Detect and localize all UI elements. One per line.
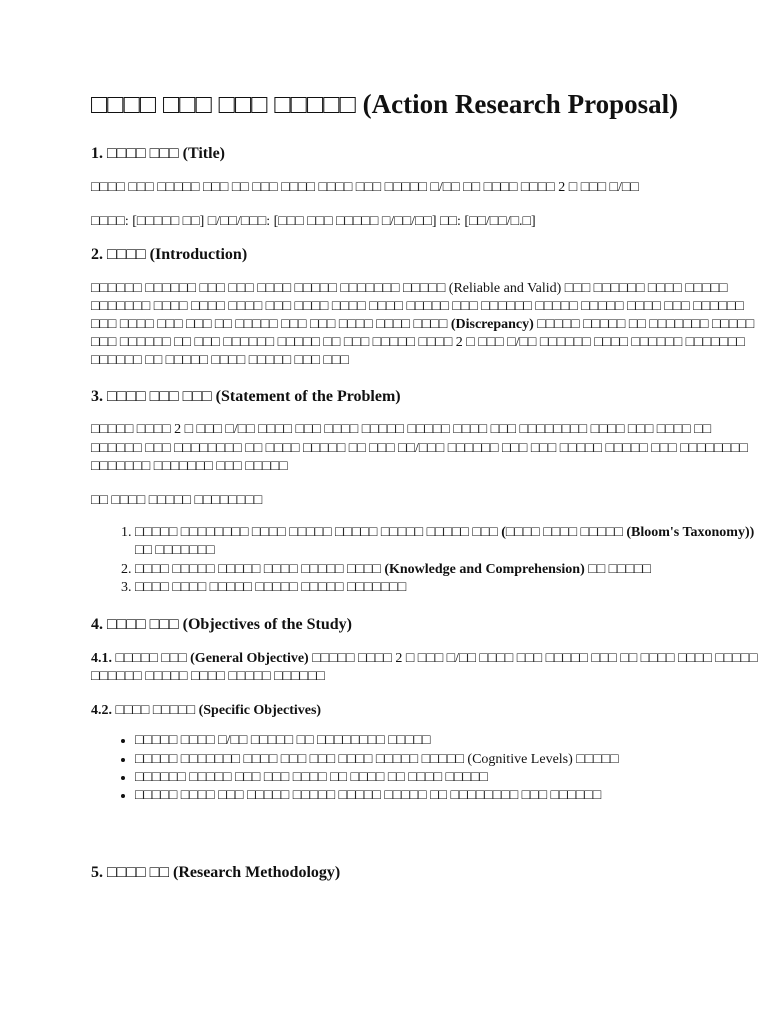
title-line: □□□□ □□□ □□□□□ □□□ □□ □□□ □□□□ □□□□ □□□ □□□□□ □/□□ □□ □□□□ □□□□ 2 □ □□□ □/□□ (91, 179, 639, 195)
general-objective-text: □□□□□ □□□□ 2 □ □□□ □/□□ □□□□ □□□ □□□□□ □□□ □□ □□□□ □□□□ □□□□□ □□□□□□ □□□□□ □□□□ □□□□□ □□□□□□ (91, 650, 758, 684)
section-3-heading: 3. □□□□ □□□ □□□ (Statement of the Problem) (91, 387, 401, 405)
list-item: 3. □□□□ □□□□ □□□□□ □□□□□ □□□□□ □□□□□□□ (135, 579, 763, 597)
list-item: 1. □□□□□ □□□□□□□□ □□□□ □□□□□ □□□□□ □□□□□ □□□□□ □□□ (□□□□ □□□□ □□□□□ (Bloom's Taxonomy)) □□ □□□□□□□ (135, 524, 763, 560)
intro-term-discrepancy: (Discrepancy) (450, 317, 534, 333)
spacer (91, 823, 763, 863)
list-item: • □□□□□ □□□□ □□□ □□□□□ □□□□□ □□□□□ □□□□□ □□ □□□□□□□□ □□□ □□□□□□ (135, 787, 763, 805)
intro-text-1: □□□□□□ □□□□□□ □□□ □□□ □□□□ □□□□□ □□□□□□□ □□□□□ (91, 280, 449, 296)
specific-objectives-list (91, 732, 763, 805)
list-item: • □□□□□ □□□□ □/□□ □□□□□ □□ □□□□□□□□ □□□□□ (135, 732, 763, 750)
document-title: □□□□ □□□ □□□ □□□□□ (Action Research Proposal) (91, 89, 679, 119)
section-1-heading: 1. □□□□ □□□ (Title) (91, 144, 226, 162)
list-item (135, 751, 763, 769)
intro-term-reliable-valid: (Reliable and Valid) (448, 280, 562, 296)
list-item: 2. □□□□ □□□□□ □□□□□ □□□□ □□□□□ □□□□ (Knowledge and Comprehension) □□ □□□□□ (135, 561, 763, 579)
document-page (91, 88, 763, 898)
section-2-heading: 2. □□□□ (Introduction) (91, 245, 248, 263)
problem-list (91, 524, 763, 597)
general-objective-paragraph (91, 650, 763, 686)
objective-term-cognitive-levels: (Cognitive Levels) (467, 751, 573, 767)
intro-text-2: □□□ □□□□□□ □□□□ □□□□□ □□□□□□□ □□□□ □□□□ □□□□ □□□ □□□□ □□□□ □□□□ □□□□□ □□□ □□□□□□ □□□□□ □□□□□ □□□□ □□□ □□□□□□ □□□ □□□□ □□□ □□□ □□ □□□□□ □□□ □□□ □□□□ □□□□ □□□□ (91, 280, 744, 333)
problem-paragraph: □□□□□ □□□□ 2 □ □□□ □/□□ □□□□ □□□ □□□□ □□□□□ □□□□□ □□□□ □□□ □□□□□□□□ □□□□ □□□ □□□□ □□ □□□□□□ □□□ □□□□□□□□ □□ □□□□ □□□□□ □□ □□□ □□/□□□ □□□□□□ □□□ □□□ □□□□□ □□□□□ □□□ □□□□□□□□ □□□□□□□ □□□□□□□ □□□ □□□□□ (91, 422, 748, 474)
objective-text-1: □□□□□ □□□□□□□ □□□□ □□□ □□□ □□□□ □□□□□ □□□□□ (135, 751, 468, 767)
specific-objectives-heading: 4.2. □□□□ □□□□□ (Specific Objectives) (91, 703, 322, 719)
section-4-heading: 4. □□□□ □□□ (Objectives of the Study) (91, 615, 352, 633)
objective-text-2: □□□□□ (572, 751, 619, 767)
general-objective-label: 4.1. □□□□□ □□□ (General Objective) (91, 650, 309, 666)
problem-list-intro: □□ □□□□ □□□□□ □□□□□□□□ (91, 493, 263, 509)
section-5-heading: 5. □□□□ □□ (Research Methodology) (91, 864, 341, 882)
list-item: • □□□□□□ □□□□□ □□□ □□□ □□□□ □□ □□□□ □□ □□□□ □□□□□ (135, 769, 763, 787)
introduction-paragraph (91, 280, 763, 371)
author-info-line: □□□□: [□□□□□ □□] □/□□/□□□: [□□□ □□□ □□□□□ □/□□/□□] □□: [□□/□□/□.□] (91, 213, 536, 229)
intro-text-3: □□□□□ □□□□□ □□ □□□□□□□ □□□□□ □□□ □□□□□□ □□ □□□ □□□□□□ □□□□□ □□ □□□ □□□□□ □□□□ 2 □ □□□ □/□□ □□□□□□ □□□□ □□□□□□ □□□□□□□ □□□□□□ □□ □□□□□ □□□□ □□□□□ □□□ □□□ (91, 317, 755, 369)
